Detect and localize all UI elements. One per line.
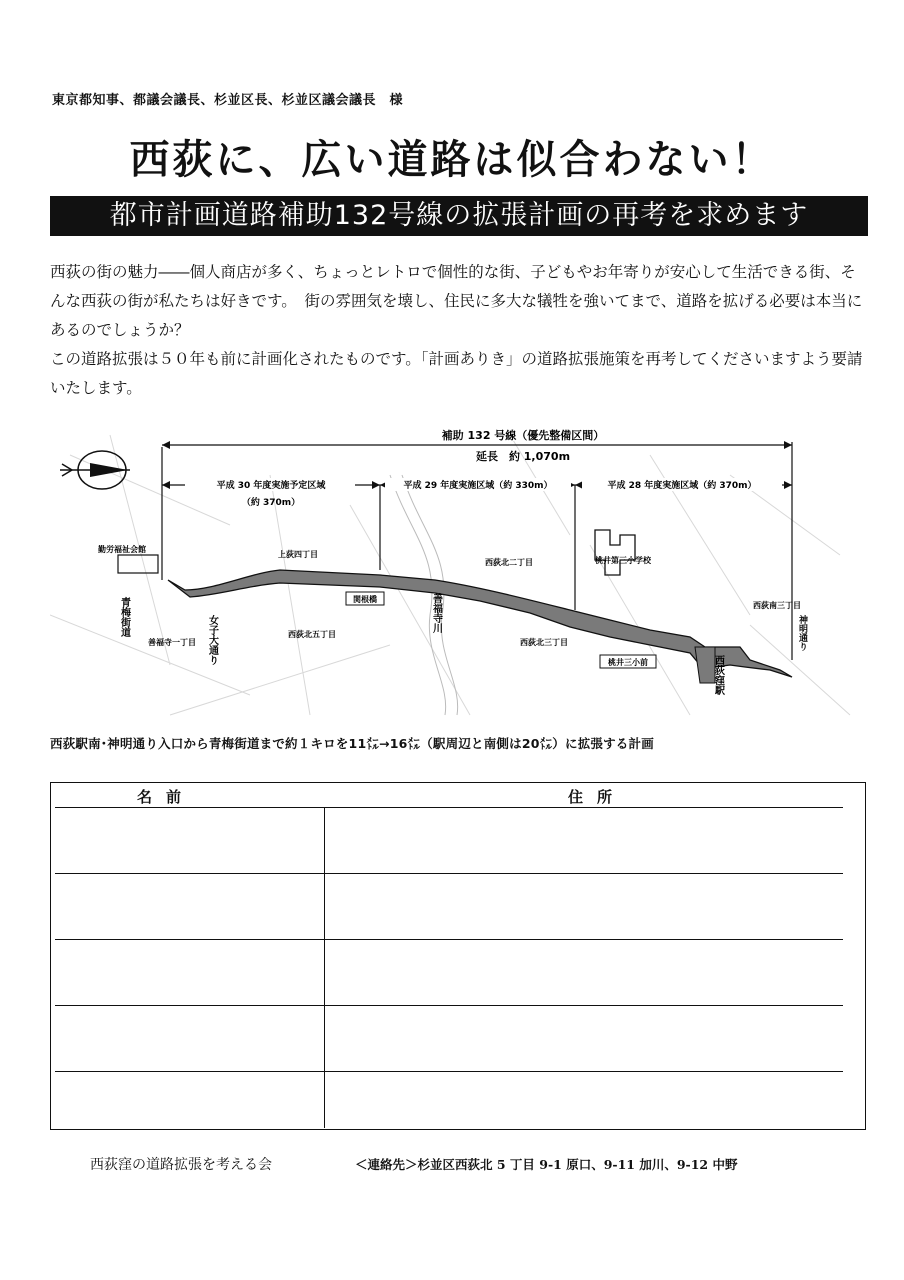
section-h30: 平成 30 年度実施予定区域 <box>216 481 326 491</box>
welfare-hall-label: 勤労福祉会館 <box>98 545 146 554</box>
label-nishiogikita5: 西荻北五丁目 <box>288 630 336 639</box>
label-kamiogi4: 上荻四丁目 <box>278 550 318 559</box>
north-arrow-icon <box>60 451 130 489</box>
address-cell[interactable] <box>325 874 865 940</box>
school-label: 桃井第三小学校 <box>595 556 651 565</box>
banner-subtitle: 都市計画道路補助132号線の拡張計画の再考を求めます <box>50 196 868 236</box>
label-station: 西荻窪駅 <box>712 655 724 695</box>
label-zenpukuji1: 善福寺一丁目 <box>148 638 196 647</box>
map-caption: 西荻駅南･神明通り入口から青梅街道まで約１キロを11㍍→16㍍（駅周辺と南側は20㍍）に拡張する計画 <box>50 736 654 751</box>
address-cell[interactable] <box>325 808 865 874</box>
address-cell[interactable] <box>325 1072 865 1128</box>
background-streets <box>50 435 850 715</box>
name-cell[interactable] <box>51 1006 325 1072</box>
label-nishiogikita3: 西荻北三丁目 <box>520 638 568 647</box>
bus-stop-1-label: 関根橋 <box>353 595 377 604</box>
name-cell[interactable] <box>51 874 325 940</box>
label-nishiogikita2: 西荻北二丁目 <box>485 558 533 567</box>
signature-table <box>50 782 866 1130</box>
signature-row <box>51 874 865 940</box>
dimension-lines <box>162 442 792 660</box>
intro-paragraph-1: 西荻の街の魅力――個人商店が多く、ちょっとレトロで個性的な街、子どもやお年寄りが安心して生活できる街、そんな西荻の街が私たちは好きです。 街の雰囲気を壊し、住民に多大な犠牲を強いてまで、道路を拡げる必要は本当にあるのでしょうか？ <box>50 263 863 339</box>
intro-text <box>50 258 870 403</box>
section-h30-length: （約 370m） <box>241 498 301 508</box>
bus-stop-2-label: 桃井三小前 <box>608 658 648 667</box>
signature-row <box>51 1006 865 1072</box>
name-cell[interactable] <box>51 940 325 1006</box>
address-cell[interactable] <box>325 1006 865 1072</box>
route-title: 補助 132 号線（優先整備区間） <box>441 429 605 442</box>
page-title: 西荻に、広い道路は似合わない！ <box>129 137 775 183</box>
section-h29: 平成 29 年度実施区域（約 330m） <box>403 481 553 491</box>
label-zenpukuji-river: 善福寺川 <box>430 593 442 633</box>
route-map <box>50 415 860 730</box>
name-cell[interactable] <box>51 808 325 874</box>
label-shinmei: 神明通り <box>797 615 807 651</box>
signature-row <box>51 940 865 1006</box>
contact-info: ＜連絡先＞杉並区西荻北 5 丁目 9-1 原口、9-11 加川、9-12 中野 <box>355 1157 738 1172</box>
intro-paragraph-2: この道路拡張は５０年も前に計画化されたものです。「計画ありき」の道路拡張施策を再考してくださいますよう要請いたします。 <box>50 350 863 397</box>
address-cell[interactable] <box>325 940 865 1006</box>
label-ome-kaido: 青梅街道 <box>118 597 130 637</box>
address-column-header: 住所 <box>567 788 626 806</box>
name-cell[interactable] <box>51 1072 325 1128</box>
addressee-line: 東京都知事、都議会議長、杉並区長、杉並区議会議長 様 <box>52 93 404 108</box>
route-length: 延長 約 1,070m <box>475 450 571 463</box>
welfare-hall-building <box>118 555 158 573</box>
label-joshidai: 女子大通り <box>206 615 218 665</box>
section-h28: 平成 28 年度実施区域（約 370m） <box>607 481 757 491</box>
signature-row <box>51 808 865 874</box>
school-building <box>595 530 635 575</box>
name-column-header: 名前 <box>136 788 195 806</box>
label-nishiogiminami3: 西荻南三丁目 <box>753 601 801 610</box>
organization-name: 西荻窪の道路拡張を考える会 <box>90 1157 272 1173</box>
signature-row <box>51 1072 865 1128</box>
